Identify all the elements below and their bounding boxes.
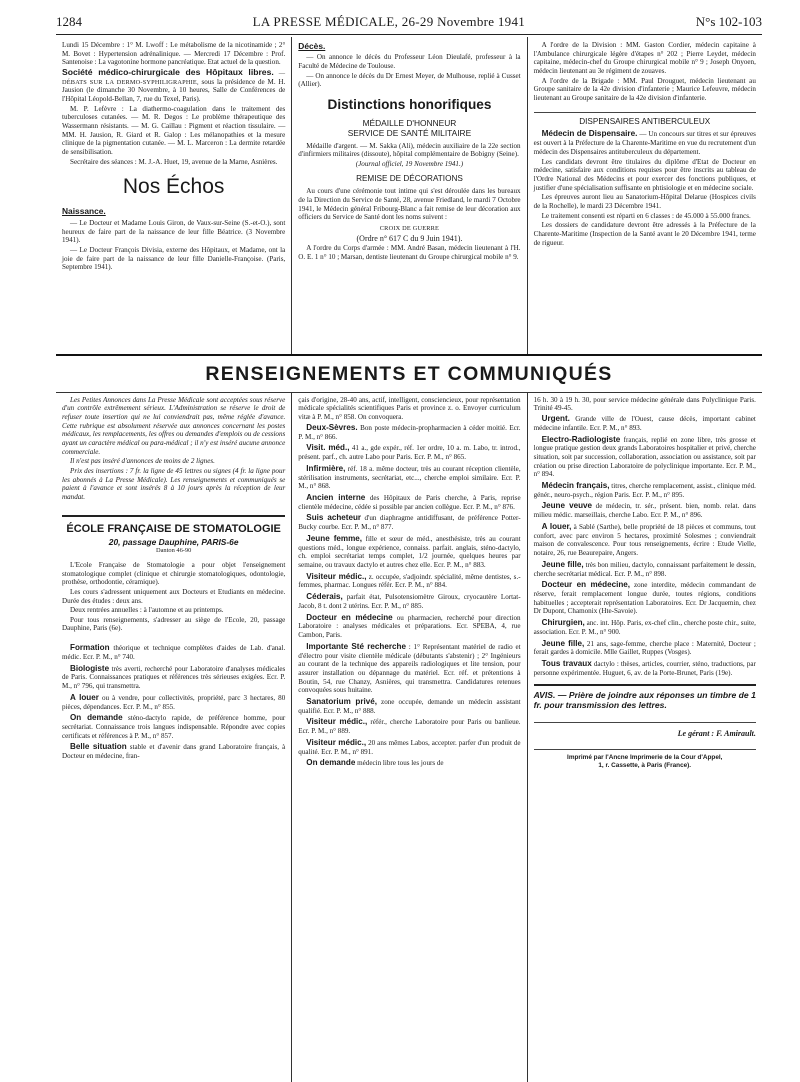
ad-text: des Hôpitaux de Paris cherche, à Paris, reprise clientèle médecine, cédée si possible par ancien collègue. Ecr. P. M., n° 876.: [298, 493, 521, 511]
paragraph: A l'ordre de la Division : MM. Gaston Cordier, médecin capitaine à l'Ambulance chirurgicale légère d'étapes n° 202 ; Pierre Leydet, médecin capitaine, médecin-chef du Groupe chirurgical mobile n° 9 ; Joseph Onyoen, médecin lieutenant au 3e régiment de zouaves.: [533, 41, 756, 75]
society-debate: — DÉBATS SUR LA DERMO-SYPHILIGRAPHIE,: [62, 69, 286, 86]
paragraph: Pour tous renseignements, s'adresser au siège de l'Ecole, 20, passage Dauphine, Paris (6e).: [62, 615, 286, 633]
birth-notice: — Le Docteur François Divisia, externe des Hôpitaux, et Madame, ont la joie de faire part de la naissance de leur fille Danielle-Françoise. (Paris, Septembre 1941).: [62, 246, 286, 272]
ad-text: fille et sœur de méd., anesthésiste, très au courant questions méd., longue expérience, connaiss. parfait. anglais, sténo-dactylo, ch. emploi secrétariat temps complet, 1/2 journée, quelques heures par semaine, ou travaux dactylo et autres chez elle. Ecr. P. M., n° 883.: [298, 534, 521, 569]
continued-text: çais d'origine, 28-40 ans, actif, intelligent, consciencieux, pour représentation médicale spécialités scientifiques Paris et province z. o. Envoyer curriculum vitæ à P. M., n° 858. On convoquera.: [298, 395, 521, 422]
remise-heading: REMISE DE DÉCORATIONS: [356, 174, 463, 184]
ad-keyword: Deux-Sèvres.: [306, 422, 358, 432]
classified-ad: [298, 534, 520, 570]
paragraph: Les dossiers de candidature devront être adressés à la Préfecture de la Charente-Maritime (Inspection de la Santé avant le 20 Décembre 1941, terme de rigueur.: [533, 221, 756, 247]
classified-ads: [298, 423, 520, 768]
ad-keyword: Biologiste: [70, 663, 110, 673]
paragraph: A l'ordre du Corps d'armée : MM. André Basan, médecin lieutenant à l'H. O. E. 1 n° 10 ; Marsan, dentiste lieutenant du Groupe chirurgical mobile n° 9.: [298, 244, 521, 262]
bottom-section: [56, 393, 762, 1082]
ad-text: : 1° Représentant matériel de radio et d'électro pour visite clientèle médicale (débutants s'abstenir) ; 2° Ingénieurs au courant de la technique des appareils radiologiques et lite tension, pour assurer installation ou dépannage du matériel. Ecr. réf. et prétentions à Boutin, 54, rue Chanzy, Asnières, qui transmettra. Candidatures retenues convoquées sous huitaine.: [298, 642, 521, 695]
header-rule: [56, 34, 762, 35]
ad-keyword: A louer: [70, 692, 99, 702]
ad-text: stable et d'avenir dans grand Laboratoire français, à Docteur en médecine, fran-: [62, 743, 286, 761]
printer-line: [534, 749, 756, 770]
top-column-1: [56, 37, 291, 354]
ad-text: réf. 18 a. même docteur, très au courant réception clientèle, stérilisation instruments, secrétariat, etc..., cherche emploi similaire. Ecr. P. M., n° 868.: [298, 464, 521, 491]
section-heading-echos: Nos Échos: [122, 175, 225, 199]
top-section: [56, 37, 762, 354]
paragraph: Prix des insertions : 7 fr. la ligne de 45 lettres ou signes (4 fr. la ligne pour les abonnés à La Presse Médicale). Les renseignements et communiqués se paient à l'avance et sont insérés 8 à 10 jours après la réception de leur mandat.: [62, 466, 286, 501]
ad-keyword: Tous travaux: [541, 659, 592, 669]
classified-ad: [534, 522, 756, 558]
ad-keyword: On demande: [306, 758, 356, 768]
ad-keyword: Visiteur médic.,: [306, 737, 367, 747]
ad-keyword: Ancien interne: [306, 492, 366, 502]
section-banner: RENSEIGNEMENTS ET COMMUNIQUÉS: [56, 354, 762, 393]
medal-subheading: SERVICE DE SANTÉ MILITAIRE: [347, 128, 472, 139]
ad-keyword: On demande: [70, 713, 123, 723]
journal-title: LA PRESSE MÉDICALE,: [252, 14, 399, 29]
ad-text: 20 ans mêmes Labos, accepter. parfer d'un produit de qualité. Ecr. P. M., n° 891.: [298, 738, 521, 756]
ad-keyword: Chirurgien,: [541, 618, 585, 628]
paragraph: Les Petites Annonces dans La Presse Médicale sont acceptées sous réserve d'un contrôle extrêmement sérieux. L'Administration se réserve le droit de refuser toute insertion qui ne lui conviendrait pas, même réglée d'avance. Cette rubrique est absolument réservée aux annonces concernant les postes médicaux, les remplacements, les offres ou demandes d'emplois ou de cessions ayant un caractère médical ou para-médical ; il n'y est inséré aucune annonce commerciale.: [62, 395, 286, 456]
ad-keyword: Suis acheteur: [306, 513, 362, 523]
classified-ad: [534, 618, 756, 637]
paragraph: Secrétaire des séances : M. J.-A. Huet, 19, avenue de la Marne, Asnières.: [70, 157, 278, 166]
ad-keyword: Visiteur médic.,: [306, 571, 367, 581]
page-header: [56, 14, 762, 34]
ad-keyword: Docteur en médecine: [306, 612, 393, 622]
classified-ad: [534, 560, 756, 579]
ad-text: ou à vendre, pour collectivités, propriété, parc 3 hectares, 80 pièces, dépendances. Ecr. P. M., n° 855.: [62, 693, 286, 711]
subheading-naissance: Naissance.: [62, 205, 106, 216]
school-address: 20, passage Dauphine, PARIS-6e: [108, 536, 239, 547]
ad-text: parfait état, Pulsotensiomètre Giroux, cryocautère Lortat-Jacob, 8 t. dont 2 utérins. Ecr. P. M., n° 885.: [298, 593, 521, 610]
ad-keyword: Electro-Radiologiste: [541, 434, 621, 444]
classified-ads: [62, 643, 285, 761]
journal-masthead: [253, 14, 525, 30]
ad-text: sténo-dactylo rapide, de préférence homme, pour secrétariat. Connaissance trois langues indispensable. Répondre avec copies certificats et références à P. M., n° 857.: [62, 714, 286, 740]
paragraph: Deux rentrées annuelles : à l'automne et au printemps.: [70, 606, 224, 615]
classified-ad: [298, 513, 520, 532]
croix-label: CROIX DE GUERRE: [379, 225, 440, 233]
ad-text: à Sablé (Sarthe), belle propriété de 18 pièces et communs, tout confort, avec parc environ 5 hectares, proximité Solesmes ; conviendrait maison de convalescence. Pour tous renseignements, écrire : Etude Vielle, notaire, 26, rue Beaurepaire, Angers.: [533, 522, 756, 558]
printer-name: Imprimé par l'Ancne Imprimerie de la Cour d'Appel,: [567, 753, 723, 761]
ad-text: Grande ville de l'Ouest, cause décès, important cabinet médecine infantile. Ecr. P. M., n° 893.: [533, 415, 756, 432]
item-heading: Médecin de Dispensaire.: [541, 129, 638, 139]
paragraph: Les candidats devront être titulaires du diplôme d'Etat de Docteur en médecine, satisfaire aux conditions requises pour être inscrits au tableau de l'Ordre National des Médecins et pour exercer des fonctions publiques, et justifier d'une spécialisation suffisante en phtisiologie et en médecine sociale.: [533, 157, 756, 192]
ad-text: Bon poste médecin-propharmacien à céder moitié. Ecr. P. M., n° 866.: [298, 423, 521, 441]
continued-text: 16 h. 30 à 19 h. 30, pour service médecine générale dans Polyclinique Paris. Trinité 49-45.: [533, 395, 756, 413]
ad-text: anc. int. Hôp. Paris, ex-chef clin., cherche poste chir., suite, association. Ecr. P. M., n° 900.: [533, 619, 756, 636]
classified-ad: [534, 659, 756, 678]
ad-keyword: Visit. méd.,: [306, 443, 350, 453]
paragraph: Au cours d'une cérémonie tout intime qui s'est déroulée dans les bureaux de la Direction du Service de Santé, 28, avenue Friedland, le mardi 7 Octobre 1941, le Médecin général Fribourg-Blanc a fait remise de leur décoration aux officiers du Service de Santé dont les noms suivent :: [298, 187, 521, 222]
classified-ad: [534, 501, 756, 520]
classified-ad: [298, 423, 520, 442]
ad-keyword: Jeune fille,: [541, 559, 584, 569]
ad-text: référ., cherche Laboratoire pour Paris ou banlieue. Ecr. P. M., n° 889.: [298, 718, 521, 736]
ad-keyword: Jeune fille,: [541, 638, 585, 648]
ad-text: d'un diaphragme antidiffusant, de préférence Potter-Bucky courbe. Ecr. P. M., n° 877.: [298, 514, 521, 532]
ad-keyword: Importante Sté recherche: [306, 641, 406, 651]
top-column-3: [527, 37, 762, 354]
ad-text: très averti, recherché pour Laboratoire d'analyses médicales de Paris. Connaissances pratiques et références très sérieuses exigées. Ecr. P. M., n° 796, qui transmettra.: [62, 664, 286, 691]
classified-ad: [534, 639, 756, 658]
section-heading-dispensaires: DISPENSAIRES ANTIBERCULEUX: [534, 112, 756, 127]
classified-ad: [534, 481, 756, 500]
ad-keyword: Jeune femme,: [306, 533, 363, 543]
top-column-2: [291, 37, 526, 354]
ad-keyword: Sanatorium privé,: [306, 696, 377, 706]
item-text: — Un concours sur titres et sur épreuves est ouvert à la Préfecture de la Charente-Maritime en vue du recrutement d'un médecin des Dispensaires antituberculeux du département.: [533, 130, 756, 157]
classified-ad: [298, 717, 520, 736]
society-details: sous la présidence de M. H. Jausion (le dimanche 30 Novembre, à 10 heures, Salle de Conférences de l'Hôpital Léopold-Bellan, 7, rue du Texel, Paris).: [62, 77, 286, 104]
gerant-line: Le gérant : F. Amirault.: [534, 722, 756, 739]
classified-ad: [534, 580, 756, 616]
classified-ad: [298, 592, 520, 611]
classified-ad: [298, 493, 520, 512]
paragraph: Lundi 15 Décembre : 1° M. Lwoff : Le métabolisme de la nicotinamide ; 2° M. Bovet : Hypertension adrénalinique. — Mercredi 17 Décembre : Prof. Santenoise : La vagotonine hormone pancréatique. Etat actuel de la question.: [62, 41, 286, 67]
ad-keyword: Médecin français,: [541, 480, 610, 490]
issue-date: 26-29 Novembre 1941: [401, 14, 526, 29]
paragraph: Le traitement consenti est réparti en 6 classes : de 45.000 à 55.000 francs.: [541, 211, 751, 220]
ad-keyword: Formation: [70, 643, 110, 653]
classified-ad: [298, 642, 520, 695]
classified-ad: [298, 613, 520, 640]
school-phone: Danton 46-90: [155, 547, 192, 555]
ads-notice: [62, 396, 285, 502]
subheading-deces: Décès.: [298, 41, 326, 51]
notice-avis: AVIS. — Prière de joindre aux réponses un timbre de 1 fr. pour transmission des lettres.: [534, 684, 756, 711]
classified-ad: [534, 414, 756, 433]
ad-text: 41 a., gde expér., réf. 1er ordre, 10 a. m. Labo, tr. introd., présent. parf., ch. autre Labo pour Paris. Ecr. P. M., n° 865.: [298, 444, 521, 462]
classified-ad: [298, 572, 520, 591]
death-notice: — On annonce le décès du Professeur Léon Dieulafé, professeur à la Faculté de Médecine de Toulouse.: [298, 53, 521, 70]
ad-text: ou pharmacien, recherché pour direction Laboratoire : analyses médicales et préparations. Ecr. SPEBA, 4, rue Cambon, Paris.: [298, 613, 521, 640]
paragraph: L'Ecole Française de Stomatologie a pour objet l'enseignement stomatologique complet (clinique et chirurgie stomatologiques, odontologie, prothèse, orthodontie, céramique).: [62, 560, 286, 587]
classified-ad: [62, 643, 285, 662]
ordre-line: (Ordre n° 617 C du 9 Juin 1941).: [356, 233, 463, 243]
bottom-column-3: [527, 393, 762, 1082]
ad-keyword: A louer,: [541, 521, 572, 531]
ad-text: titres, cherche remplacement, assist., clinique méd. génér., neuro-psych., région Paris. Ecr. P. M., n° 895.: [533, 481, 756, 499]
ad-text: français, replié en zone libre, très grosse et longue pratique gestion deux grands Laboratoires hospitalier et privé, cherche situation, soit par succession, collaboration, association ou assistance, soit par création ou prise direction Laboratoire de polyclinique importante. Ecr. P. M., n° 894.: [533, 435, 756, 479]
medal-heading: MÉDAILLE D'HONNEUR: [362, 118, 457, 129]
ad-text: médecin libre tous les jours de: [355, 759, 444, 768]
classified-ad: [298, 738, 520, 757]
birth-notice: — Le Docteur et Madame Louis Giron, de Vaux-sur-Seine (S.-et-O.), sont heureux de faire part de la naissance de leur fille Béatrice. (3 Novembre 1941).: [62, 219, 286, 245]
source-line: (Journal officiel, 19 Novembre 1941.): [355, 159, 464, 168]
classified-ad: [62, 713, 285, 740]
bottom-column-1: [56, 393, 291, 1082]
classified-ad: [298, 697, 520, 716]
ad-text: dactylo : thèses, articles, courrier, sténo, traductions, par personne expérimentée. Huguet, 6, av. de la Porte-Brunet, Paris (19e).: [533, 660, 756, 677]
ad-keyword: Docteur en médecine,: [541, 580, 631, 590]
ad-text: zone occupée, demande un médecin assistant qualifié. Ecr. P. M., n° 888.: [298, 697, 521, 715]
bottom-column-2: [291, 393, 526, 1082]
death-notice: — On annonce le décès du Dr Ernest Meyer, de Mulhouse, replié à Cusset (Allier).: [298, 71, 521, 89]
classified-ad: [62, 693, 285, 712]
ad-keyword: Céderais,: [306, 592, 343, 602]
page-number: 1284: [56, 14, 82, 29]
paragraph: Les cours s'adressent uniquement aux Docteurs et Etudiants en médecine. Durée des études : deux ans.: [62, 587, 286, 605]
classified-ad: [298, 758, 520, 768]
paragraph: Médaille d'argent. — M. Sakka (Ali), médecin auxiliaire de la 22e section d'infirmiers militaires (dissoute), hôpital complémentaire de Bobigny (Seine).: [298, 141, 521, 159]
school-title: ÉCOLE FRANÇAISE DE STOMATOLOGIE: [62, 515, 285, 536]
ad-text: zone interdite, médecin commandant de réserve, ferait remplacement longue durée, toutes régions, conditions habituelles ; accepterait représentation Laboratoires. Ecr. Dr Jacquemin, chez Dr Dupont, Chamonix (Hte-Savoie).: [533, 581, 756, 616]
section-heading-distinctions: Distinctions honorifiques: [327, 96, 492, 112]
printer-address: 1, r. Cassette, à Paris (France).: [598, 761, 692, 769]
ad-keyword: Visiteur médic.,: [306, 717, 368, 727]
ad-keyword: Belle situation: [70, 742, 127, 752]
ad-keyword: Infirmière,: [306, 463, 346, 473]
ad-text: très bon milieu, dactylo, connaissant parfaitement le dessin, cherche secrétariat médical. Ecr. P. M., n° 898.: [533, 560, 756, 578]
classified-ad: [62, 742, 285, 761]
classified-ads: [534, 414, 756, 677]
issue-number: N°s 102-103: [695, 14, 762, 29]
classified-ad: [298, 464, 520, 491]
classified-ad: [298, 443, 520, 462]
ad-text: de médecin, tr. sér., présent. bien, nomb. relat. dans milieu médic. marseillais, cherche Labo. Ecr. P. M., n° 896.: [533, 502, 756, 520]
paragraph: M. P. Lefèvre : La diathermo-coagulation dans le traitement des tuberculoses cutanées. — M. R. Degos : Le problème thérapeutique des Wassermann résistants. — M. G. Caillau : Pigment et réaction tissulaire. — MM. H. Jausion, R. Giard et R. Galop : Les mélanopathies et la mesure clinique de la pigmentation cutanée. — M. L. Marceron : La dermite retardée de sensibilisation.: [62, 104, 286, 156]
paragraph: A l'ordre de la Brigade : MM. Paul Drouguet, médecin lieutenant au Groupe sanitaire de la 42e division d'infanterie ; Maurice Lefeuvre, médecin lieutenant au Groupe sanitaire de la 42e division d'infanterie.: [533, 76, 756, 102]
classified-ad: [62, 664, 285, 691]
paragraph: [534, 129, 756, 156]
society-paragraph: [62, 68, 285, 104]
ad-text: z. occupée, s'adjoindr. spécialité, même dentistes, s.-femmes, pharmac. Longues référ. Ecr. P. M., n° 884.: [298, 572, 521, 590]
ad-text: 21 ans, sage-femme, cherche place : Maternité, Docteur ; ferait gardes à domicile. Mlle Gaillet, Ruppes (Vosges).: [533, 639, 756, 657]
classified-ad: [534, 435, 756, 479]
ad-keyword: Urgent.: [541, 414, 570, 424]
paragraph: Les épreuves auront lieu au Sanatorium-Hôpital Delarue (Hospices civils de la Rochelle), le mardi 23 Décembre 1941.: [533, 193, 756, 210]
ad-text: théorique et technique complètes d'aides de Lab. d'anal. médic. Ecr. P. M., n° 740.: [62, 644, 286, 661]
paragraph: Il n'est pas inséré d'annonces de moins de 2 lignes.: [70, 457, 215, 466]
ad-keyword: Jeune veuve: [541, 501, 593, 511]
society-title: Société médico-chirurgicale des Hôpitaux libres.: [62, 66, 274, 77]
